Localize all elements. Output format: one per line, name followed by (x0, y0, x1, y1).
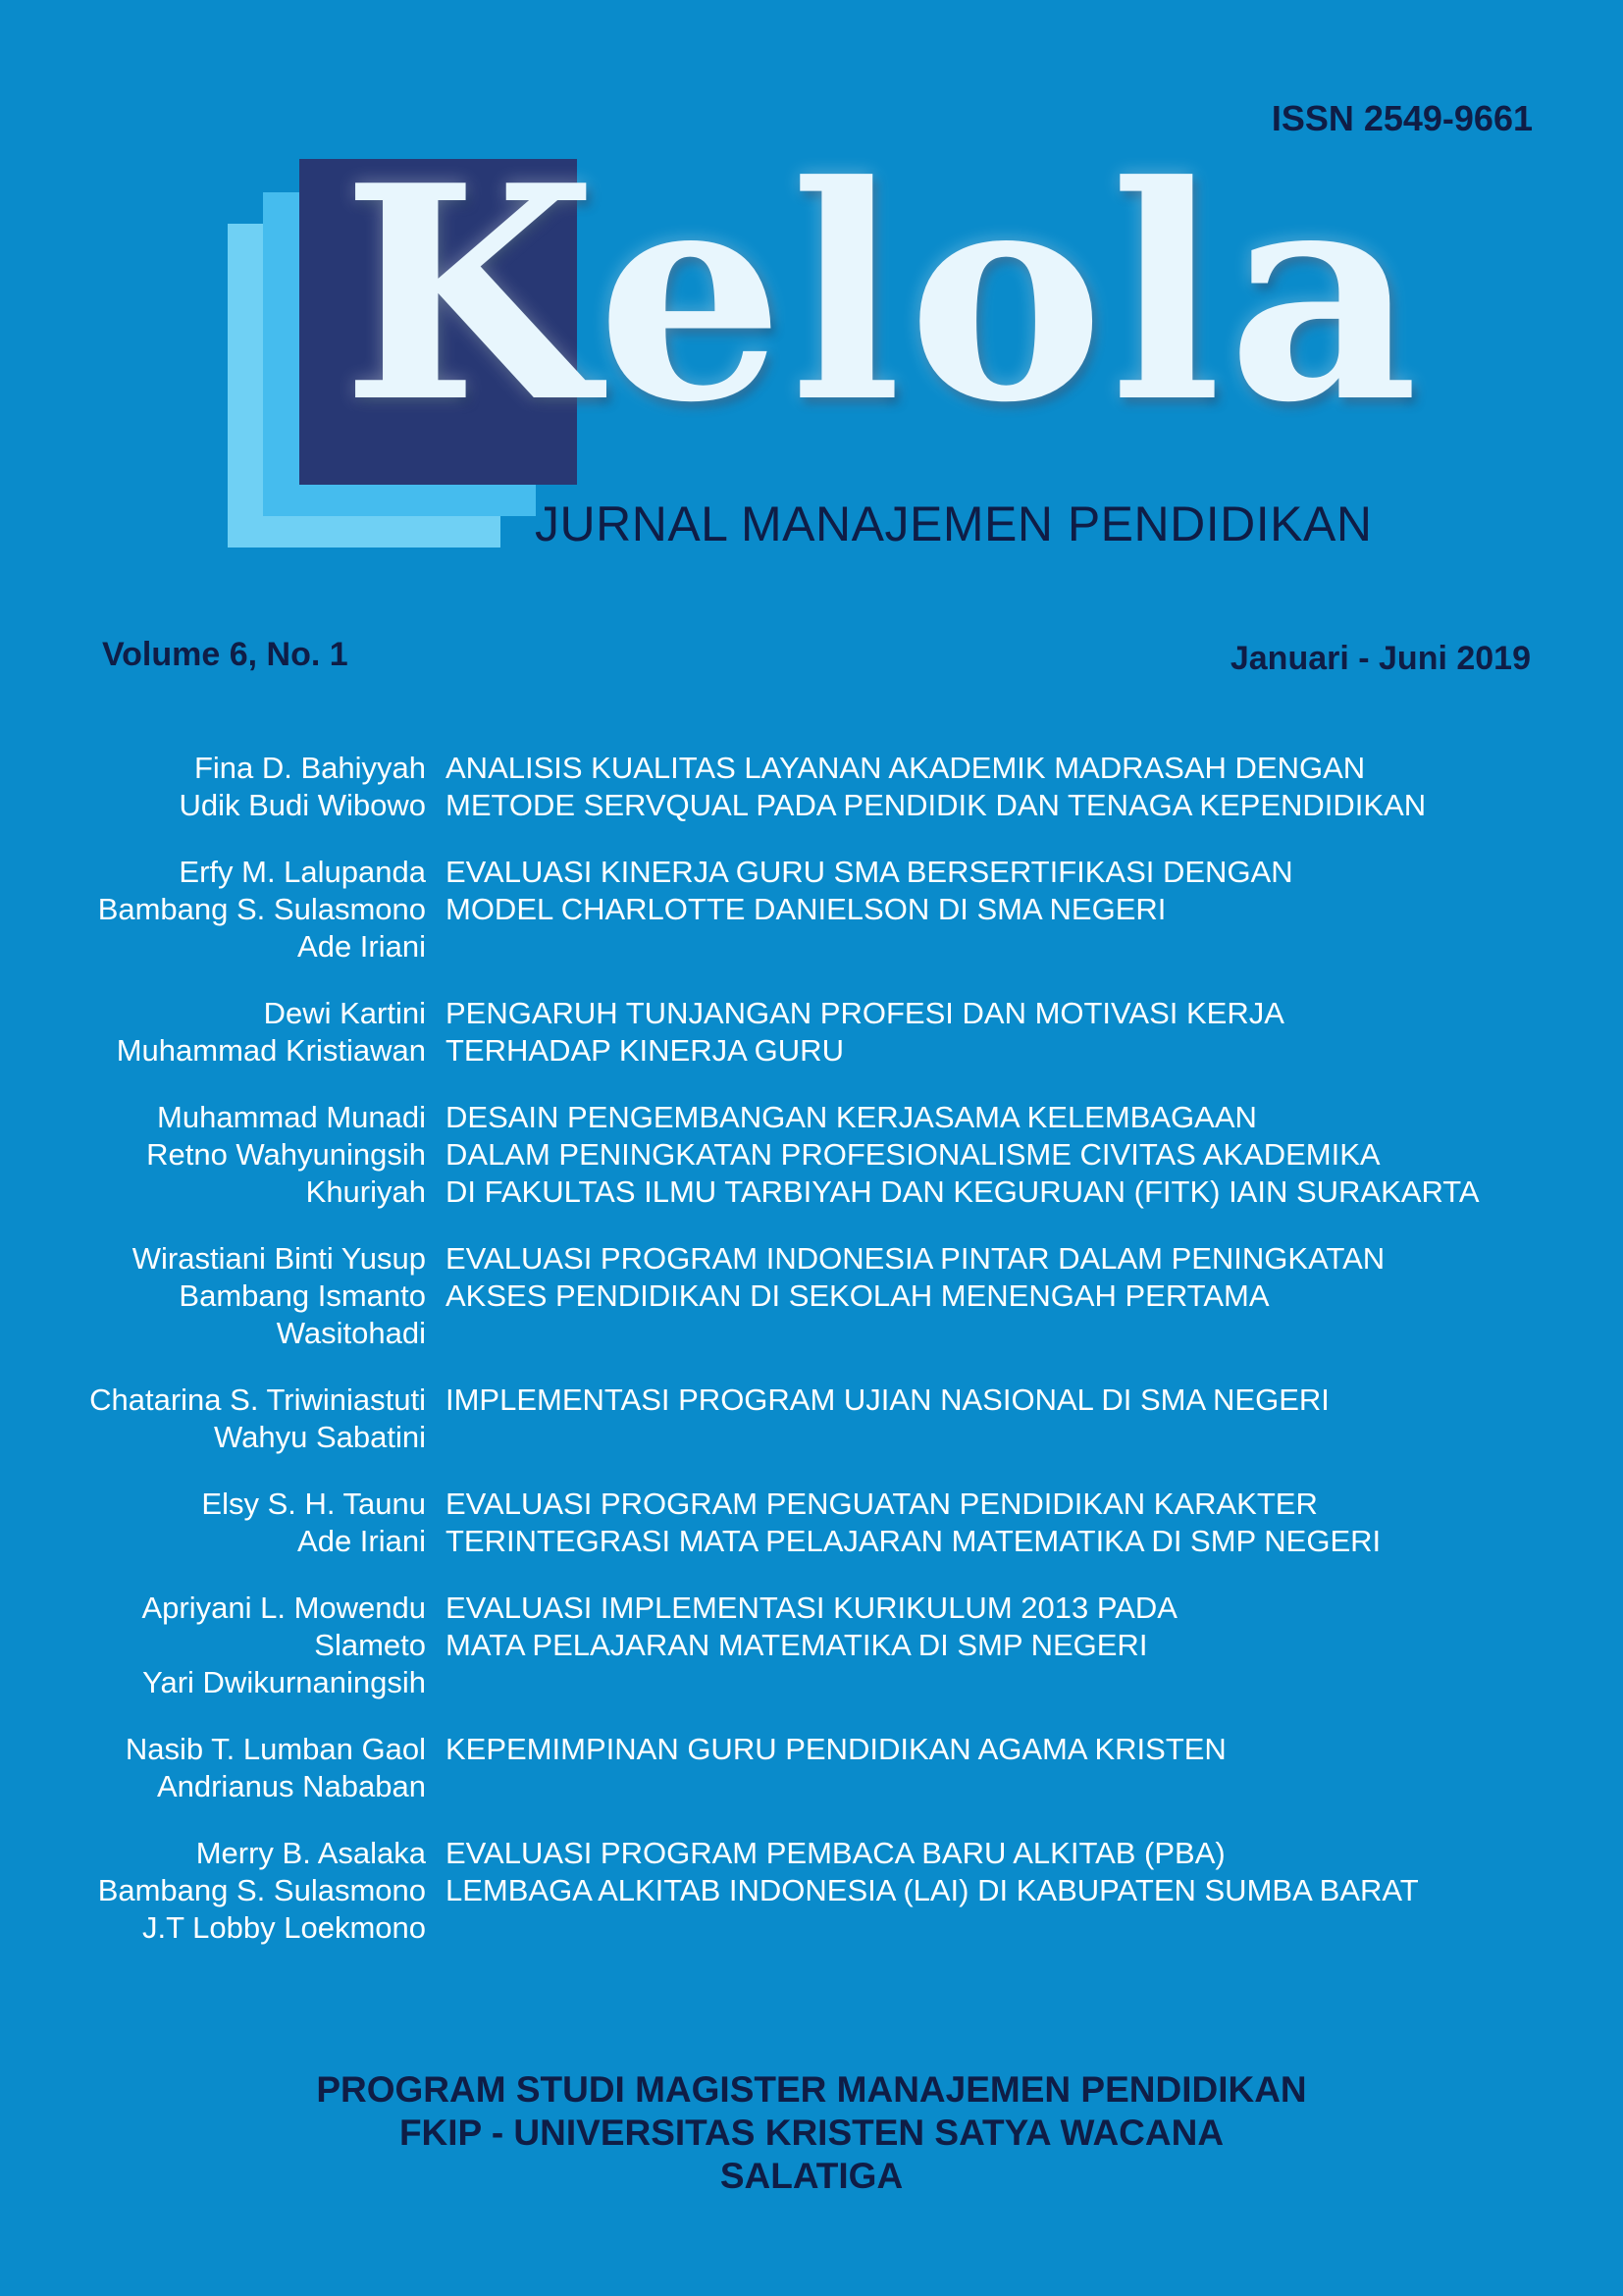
author-name: Ade Iriani (297, 929, 426, 964)
article-entry (0, 750, 1623, 824)
author-name: Elsy S. H. Taunu (201, 1487, 426, 1521)
article-entry (0, 854, 1623, 965)
article-authors (0, 1486, 426, 1560)
author-name: Wahyu Sabatini (214, 1420, 426, 1454)
article-title-line: MATA PELAJARAN MATEMATIKA DI SMP NEGERI (445, 1628, 1148, 1662)
author-name: Slameto (314, 1628, 426, 1662)
article-title-line: PENGARUH TUNJANGAN PROFESI DAN MOTIVASI KERJA (445, 996, 1284, 1030)
article-entry (0, 1486, 1623, 1560)
article-title-line: KEPEMIMPINAN GURU PENDIDIKAN AGAMA KRISTEN (445, 1732, 1227, 1766)
volume-label: Volume 6, No. 1 (102, 636, 348, 673)
author-name: Yari Dwikurnaningsih (142, 1665, 426, 1699)
author-name: Bambang S. Sulasmono (97, 1873, 426, 1907)
article-entry (0, 1731, 1623, 1805)
article-title-line: IMPLEMENTASI PROGRAM UJIAN NASIONAL DI SMA NEGERI (445, 1383, 1330, 1417)
author-name: Chatarina S. Triwiniastuti (89, 1383, 426, 1417)
article-authors (0, 1099, 426, 1211)
author-name: Ade Iriani (297, 1524, 426, 1558)
author-name: Fina D. Bahiyyah (193, 751, 426, 785)
author-name: Bambang Ismanto (179, 1278, 426, 1313)
period-label: Januari - Juni 2019 (1230, 640, 1531, 677)
author-name: Retno Wahyuningsih (146, 1137, 426, 1172)
article-title-line: DALAM PENINGKATAN PROFESIONALISME CIVITAS AKADEMIKA (445, 1137, 1381, 1172)
article-title (445, 1590, 1178, 1701)
publisher-line-1: PROGRAM STUDI MAGISTER MANAJEMEN PENDIDIKAN (316, 2069, 1307, 2110)
author-name: Udik Budi Wibowo (179, 788, 426, 822)
author-name: Merry B. Asalaka (195, 1836, 426, 1870)
author-name: Wirastiani Binti Yusup (131, 1241, 426, 1276)
article-title-line: DI FAKULTAS ILMU TARBIYAH DAN KEGURUAN (FITK) IAIN SURAKARTA (445, 1174, 1480, 1209)
article-authors (0, 1382, 426, 1456)
article-title-line: EVALUASI PROGRAM INDONESIA PINTAR DALAM PENINGKATAN (445, 1241, 1386, 1276)
article-entry (0, 1835, 1623, 1947)
article-authors (0, 995, 426, 1070)
article-title (445, 1382, 1330, 1456)
author-name: Muhammad Munadi (157, 1100, 426, 1134)
author-name: Khuriyah (305, 1174, 426, 1209)
author-name: J.T Lobby Loekmono (142, 1910, 426, 1945)
article-title (445, 854, 1293, 965)
article-authors (0, 1590, 426, 1701)
article-authors (0, 1240, 426, 1352)
publisher-line-2: FKIP - UNIVERSITAS KRISTEN SATYA WACANA (398, 2113, 1225, 2153)
article-entry (0, 1382, 1623, 1456)
article-authors (0, 854, 426, 965)
article-entry (0, 1240, 1623, 1352)
author-name: Wasitohadi (276, 1316, 426, 1350)
article-title (445, 1486, 1381, 1560)
author-name: Bambang S. Sulasmono (97, 892, 426, 926)
article-title-line: METODE SERVQUAL PADA PENDIDIK DAN TENAGA KEPENDIDIKAN (445, 788, 1427, 822)
author-name: Muhammad Kristiawan (116, 1033, 426, 1068)
journal-title: Kelola (341, 121, 1425, 467)
article-authors (0, 1731, 426, 1805)
article-title-line: EVALUASI KINERJA GURU SMA BERSERTIFIKASI DENGAN (445, 855, 1293, 889)
article-title-line: MODEL CHARLOTTE DANIELSON DI SMA NEGERI (445, 892, 1167, 926)
article-title-line: AKSES PENDIDIKAN DI SEKOLAH MENENGAH PERTAMA (445, 1278, 1270, 1313)
article-title (445, 1099, 1480, 1211)
journal-subtitle: JURNAL MANAJEMEN PENDIDIKAN (535, 496, 1373, 551)
article-title-line: LEMBAGA ALKITAB INDONESIA (LAI) DI KABUPATEN SUMBA BARAT (445, 1873, 1419, 1907)
article-authors (0, 1835, 426, 1947)
article-entry (0, 1590, 1623, 1701)
author-name: Nasib T. Lumban Gaol (125, 1732, 426, 1766)
article-title-line: TERHADAP KINERJA GURU (445, 1033, 844, 1068)
issn-label: ISSN 2549-9661 (1271, 98, 1533, 138)
article-title (445, 1240, 1385, 1352)
article-title (445, 1835, 1419, 1947)
author-name: Erfy M. Lalupanda (179, 855, 426, 889)
article-entry (0, 995, 1623, 1070)
author-name: Apriyani L. Mowendu (141, 1591, 426, 1625)
article-title (445, 995, 1284, 1070)
author-name: Andrianus Nababan (156, 1769, 426, 1803)
article-title (445, 750, 1426, 824)
publisher-block (0, 2068, 1623, 2198)
article-entry (0, 1099, 1623, 1211)
article-title-line: TERINTEGRASI MATA PELAJARAN MATEMATIKA DI SMP NEGERI (445, 1524, 1382, 1558)
author-name: Dewi Kartini (263, 996, 426, 1030)
article-title (445, 1731, 1227, 1805)
table-of-contents (0, 750, 1623, 1976)
article-authors (0, 750, 426, 824)
article-title-line: EVALUASI IMPLEMENTASI KURIKULUM 2013 PADA (445, 1591, 1178, 1625)
article-title-line: EVALUASI PROGRAM PENGUATAN PENDIDIKAN KARAKTER (445, 1487, 1318, 1521)
article-title-line: ANALISIS KUALITAS LAYANAN AKADEMIK MADRASAH DENGAN (445, 751, 1366, 785)
article-title-line: EVALUASI PROGRAM PEMBACA BARU ALKITAB (PBA) (445, 1836, 1226, 1870)
publisher-line-3: SALATIGA (719, 2156, 904, 2196)
article-title-line: DESAIN PENGEMBANGAN KERJASAMA KELEMBAGAAN (445, 1100, 1257, 1134)
